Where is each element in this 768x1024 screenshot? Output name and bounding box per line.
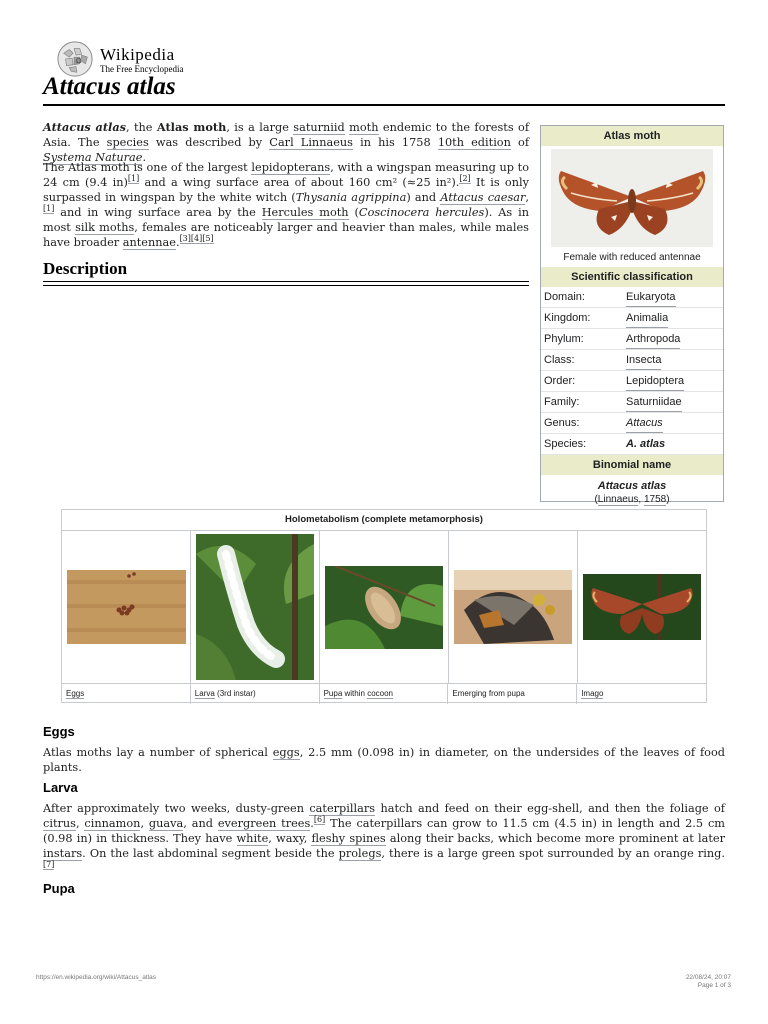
page-number: Page 1 of 3 bbox=[697, 982, 731, 989]
section-heading-larva: Larva bbox=[43, 780, 78, 795]
common-name: Atlas moth bbox=[156, 120, 227, 134]
taxon-row: Family: Saturniidae bbox=[541, 392, 723, 413]
link-hercules-moth[interactable]: Hercules moth bbox=[261, 206, 349, 219]
reference-3-4-5[interactable]: [3][4][5] bbox=[179, 234, 214, 244]
link-eggs-caption[interactable]: Eggs bbox=[66, 689, 85, 698]
section-divider bbox=[43, 285, 529, 286]
section-heading-description: Description bbox=[43, 259, 128, 278]
infobox bbox=[540, 125, 724, 505]
binomial-name: Attacus atlas bbox=[597, 480, 667, 492]
gallery-image-imago[interactable] bbox=[578, 531, 706, 683]
link-imago-caption[interactable]: Imago bbox=[581, 689, 604, 698]
link-attacus-caesar[interactable]: Attacus caesar bbox=[440, 191, 526, 204]
reference-2[interactable]: [2] bbox=[459, 174, 471, 184]
emerging-image bbox=[454, 570, 572, 644]
metamorphosis-gallery bbox=[61, 509, 707, 703]
link-insecta[interactable]: Insecta bbox=[626, 350, 661, 370]
gallery-caption: Emerging from pupa bbox=[448, 684, 577, 704]
link-prolegs[interactable]: prolegs bbox=[338, 847, 382, 860]
link-cocoon-caption[interactable]: cocoon bbox=[367, 689, 393, 698]
eggs-image bbox=[67, 570, 186, 644]
taxon-row: Genus: Attacus bbox=[541, 413, 723, 434]
reference-1[interactable]: [1] bbox=[127, 174, 140, 184]
link-citrus[interactable]: citrus bbox=[43, 817, 76, 830]
link-lepidopterans[interactable]: lepidopterans bbox=[251, 161, 331, 174]
section-heading-eggs: Eggs bbox=[43, 724, 75, 739]
reference-6[interactable]: [6] bbox=[313, 815, 326, 825]
eggs-paragraph: Atlas moths lay a number of spherical eggs, 2.5 mm (0.098 in) in diameter, on the undersides of the leaves of food plants. bbox=[43, 746, 725, 774]
subject-name: Attacus atlas bbox=[43, 120, 127, 134]
link-guava[interactable]: guava bbox=[148, 817, 184, 830]
link-animalia[interactable]: Animalia bbox=[626, 308, 668, 328]
infobox-title: Atlas moth bbox=[541, 126, 723, 146]
link-antennae[interactable]: antennae bbox=[122, 236, 176, 249]
link-eggs[interactable]: eggs bbox=[272, 746, 300, 759]
link-arthropoda[interactable]: Arthropoda bbox=[626, 329, 680, 349]
imago-image bbox=[583, 574, 701, 640]
link-moth[interactable]: moth bbox=[349, 121, 379, 134]
gallery-image-emerging[interactable] bbox=[449, 531, 578, 683]
species-name: A. atlas bbox=[626, 438, 666, 450]
link-species[interactable]: species bbox=[106, 136, 149, 149]
reference-7[interactable]: [7] bbox=[43, 860, 55, 870]
moth-image bbox=[551, 149, 713, 247]
link-systema-naturae[interactable]: Systema Naturae bbox=[43, 151, 143, 164]
binomial-authority: (Linnaeus, 1758) bbox=[594, 494, 670, 505]
link-white[interactable]: white bbox=[236, 832, 269, 845]
section-divider bbox=[43, 281, 529, 282]
gallery-caption bbox=[62, 684, 191, 704]
gallery-title: Holometabolism (complete metamorphosis) bbox=[62, 510, 706, 531]
print-footer-url: https://en.wikipedia.org/wiki/Attacus_atlas bbox=[36, 974, 156, 981]
gallery-caption: Larva (3rd instar) bbox=[191, 684, 320, 704]
link-saturniidae[interactable]: Saturniidae bbox=[626, 392, 682, 412]
taxon-row: Class: Insecta bbox=[541, 350, 723, 371]
taxon-row: Species: A. atlas bbox=[541, 434, 723, 455]
pupa-image bbox=[325, 566, 443, 649]
taxon-row: Kingdom: Animalia bbox=[541, 308, 723, 329]
atlas-moth-photo[interactable] bbox=[551, 149, 713, 247]
link-attacus[interactable]: Attacus bbox=[626, 413, 663, 433]
gallery-caption bbox=[577, 684, 706, 704]
title-divider bbox=[43, 104, 725, 106]
taxon-row: Phylum: Arthropoda bbox=[541, 329, 723, 350]
page-title: Attacus atlas bbox=[43, 73, 176, 100]
link-linnaeus[interactable]: Linnaeus bbox=[597, 494, 639, 505]
reference-1b[interactable]: [1] bbox=[43, 204, 55, 214]
infobox-caption: Female with reduced antennae bbox=[563, 252, 701, 263]
larva-paragraph: After approximately two weeks, dusty-green caterpillars hatch and feed on their egg-shell, and then the foliage of citrus, cinnamon, guava, and evergreen trees.[6] The caterpillars can grow to 11.5 cm (4.5 in) in length and 2.5 cm (0.98 in) in thickness. They have white, waxy, fleshy spines along their backs, which become more prominent at later instars. On the last abdominal segment beside the prolegs, there is a large green spot surrounded by an orange ring.[7] bbox=[43, 802, 725, 870]
link-evergreen-trees[interactable]: evergreen trees bbox=[217, 817, 311, 830]
print-date: 22/08/24, 20:07 bbox=[685, 974, 731, 981]
link-1758[interactable]: 1758 bbox=[643, 494, 667, 505]
larva-image bbox=[196, 534, 314, 680]
link-larva-caption[interactable]: Larva bbox=[194, 689, 215, 698]
print-footer-date bbox=[686, 974, 731, 990]
link-cinnamon[interactable]: cinnamon bbox=[84, 817, 141, 830]
section-heading-pupa: Pupa bbox=[43, 881, 75, 896]
link-fleshy-spines[interactable]: fleshy spines bbox=[311, 832, 386, 845]
link-instars[interactable]: instars bbox=[43, 847, 83, 860]
link-caterpillars[interactable]: caterpillars bbox=[309, 802, 376, 815]
intro-paragraph-1: Attacus atlas, the Atlas moth, is a large saturniid moth endemic to the forests of Asia. The species was described by Carl Linnaeus in his 1758 10th edition of Systema Naturae. bbox=[43, 120, 530, 164]
svg-text:Ω: Ω bbox=[75, 56, 82, 65]
tagline: The Free Encyclopedia bbox=[100, 63, 184, 74]
link-lepidoptera[interactable]: Lepidoptera bbox=[626, 371, 684, 391]
gallery-image-pupa[interactable] bbox=[320, 531, 449, 683]
taxon-row: Order: Lepidoptera bbox=[541, 371, 723, 392]
link-10th-edition[interactable]: 10th edition bbox=[437, 136, 511, 149]
link-silk-moths[interactable]: silk moths bbox=[75, 221, 135, 234]
gallery-image-larva[interactable] bbox=[191, 531, 320, 683]
binomial-name-heading: Binomial name bbox=[541, 455, 723, 475]
link-saturniid[interactable]: saturniid bbox=[293, 121, 345, 134]
link-pupa-caption[interactable]: Pupa bbox=[323, 689, 343, 698]
wordmark: Wikipedia bbox=[100, 44, 175, 64]
scientific-classification-heading: Scientific classification bbox=[541, 267, 723, 287]
link-eukaryota[interactable]: Eukaryota bbox=[626, 287, 676, 307]
gallery-caption: Pupa within cocoon bbox=[320, 684, 449, 704]
intro-paragraph-2: The Atlas moth is one of the largest lepidopterans, with a wingspan measuring up to 24 cm (9.4 in)[1] and a wing surface area of about 160 cm² (≈25 in²).[2] It is only surpassed in wingspan by the white witch (Thysania agrippina) and Attacus caesar,[1] and in wing surface area by the Hercules moth (Coscinocera hercules). As in most silk moths, females are noticeably larger and heavier than males, while males have broader antennae.[3][4][5] bbox=[43, 161, 530, 249]
taxon-row: Domain: Eukaryota bbox=[541, 287, 723, 308]
gallery-image-eggs[interactable] bbox=[62, 531, 191, 683]
link-carl-linnaeus[interactable]: Carl Linnaeus bbox=[269, 136, 353, 149]
